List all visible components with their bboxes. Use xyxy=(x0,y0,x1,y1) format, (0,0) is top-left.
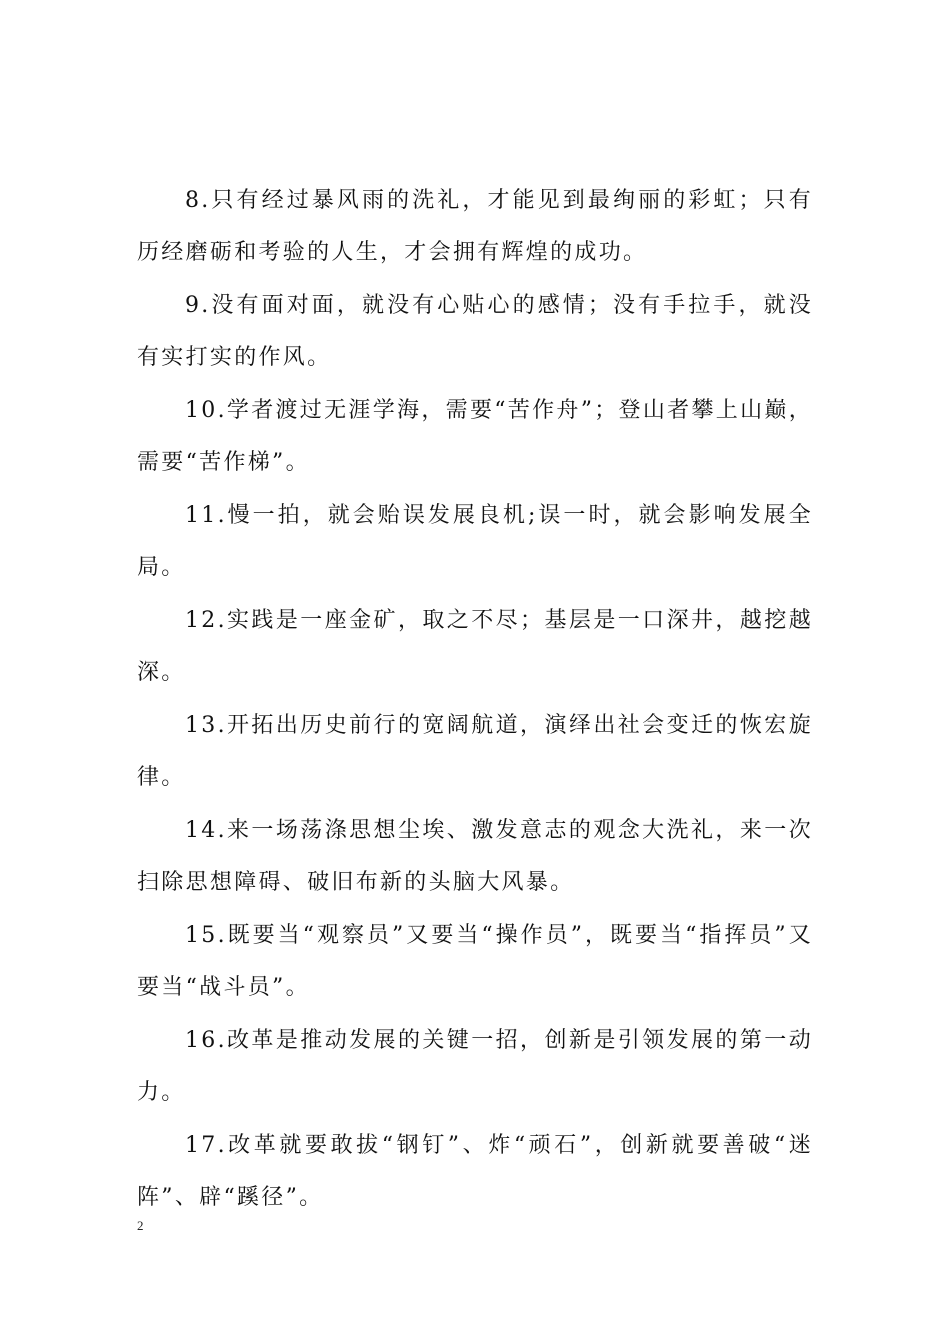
paragraph-9: 9.没有面对面，就没有心贴心的感情；没有手拉手，就没有实打实的作风。 xyxy=(137,293,813,370)
page-number: 2 xyxy=(137,1218,144,1233)
paragraph-17: 17.改革就要敢拔“钢钉”、炸“顽石”，创新就要善破“迷阵”、辟“蹊径”。 xyxy=(137,1133,813,1210)
document-body xyxy=(137,175,813,1225)
paragraph-15: 15.既要当“观察员”又要当“操作员”，既要当“指挥员”又要当“战斗员”。 xyxy=(137,923,813,1000)
paragraph-11: 11.慢一拍，就会贻误发展良机;误一时，就会影响发展全局。 xyxy=(137,503,813,580)
paragraph-12: 12.实践是一座金矿，取之不尽；基层是一口深井，越挖越深。 xyxy=(137,608,813,685)
paragraph-13: 13.开拓出历史前行的宽阔航道，演绎出社会变迁的恢宏旋律。 xyxy=(137,713,813,790)
paragraph-16: 16.改革是推动发展的关键一招，创新是引领发展的第一动力。 xyxy=(137,1028,813,1105)
paragraph-8: 8.只有经过暴风雨的洗礼，才能见到最绚丽的彩虹；只有历经磨砺和考验的人生，才会拥有辉煌的成功。 xyxy=(137,188,813,265)
paragraph-10: 10.学者渡过无涯学海，需要“苦作舟”；登山者攀上山巅，需要“苦作梯”。 xyxy=(137,398,813,475)
paragraph-14: 14.来一场荡涤思想尘埃、激发意志的观念大洗礼，来一次扫除思想障碍、破旧布新的头脑大风暴。 xyxy=(137,818,813,895)
